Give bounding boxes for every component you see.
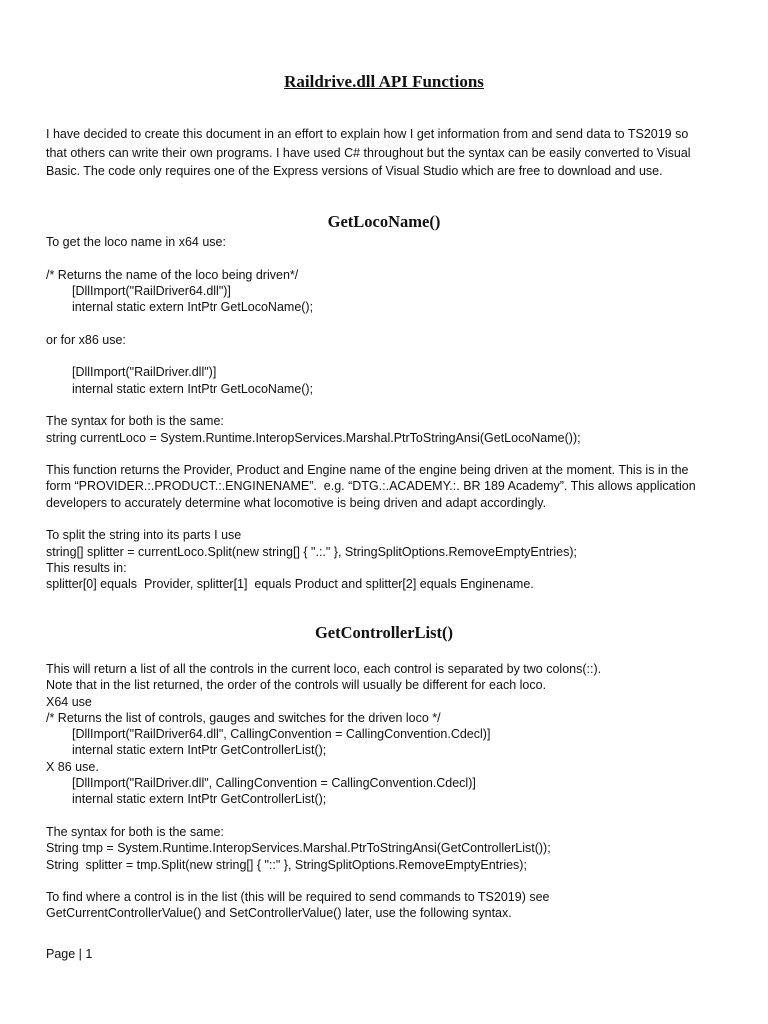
section-heading-getloconame: GetLocoName() [327,212,441,231]
blank-line [46,348,726,364]
text-line: The syntax for both is the same: [46,414,224,429]
text-line: To split the string into its parts I use [46,528,242,543]
text-line: To get the loco name in x64 use: [46,235,226,249]
text-line: string[] splitter = currentLoco.Split(new string[] { ".:." }, StringSplitOptions.RemoveEmptyEntries); [46,544,577,559]
text-line: X64 use [46,694,92,709]
text-line: internal static extern IntPtr GetControllerList(); [72,792,327,807]
text-line: This will return a list of all the controls in the current loco, each control is separated by two colons(::). [46,662,602,676]
text-line: This results in: [46,560,127,575]
intro-line: Basic. The code only requires one of the Express versions of Visual Studio which are free to download and use. [46,164,663,178]
text-line: internal static extern IntPtr GetControllerList(); [72,743,327,758]
blank-line [46,511,726,527]
text-line: String tmp = System.Runtime.InteropServices.Marshal.PtrToStringAnsi(GetControllerList()); [46,841,551,856]
text-line: string currentLoco = System.Runtime.InteropServices.Marshal.PtrToStringAnsi(GetLocoName()); [46,430,581,445]
text-line: /* Returns the name of the loco being driven*/ [46,267,299,282]
text-line: or for x86 use: [46,332,126,347]
intro-paragraph [46,125,726,181]
text-line: Note that in the list returned, the order of the controls will usually be different for each loco. [46,678,547,693]
text-line: GetCurrentControllerValue() and SetControllerValue() later, use the following syntax. [46,906,512,921]
document-title: Raildrive.dll API Functions [284,72,484,91]
text-line: developers to accurately determine what locomotive is being driven and adapt accordingly. [46,495,547,510]
page-number-footer: Page | 1 [46,947,93,961]
blank-line [46,873,726,889]
blank-line [46,315,726,331]
blank-line [46,446,726,462]
text-line: [DllImport("RailDriver.dll")] [72,365,217,380]
text-line: form “PROVIDER.:.PRODUCT.:.ENGINENAME”. e.g. “DTG.:.ACADEMY.:. BR 189 Academy”. This allows application [46,479,696,494]
text-line: X 86 use. [46,759,99,774]
text-line: The syntax for both is the same: [46,824,224,839]
section-body-getloconame [46,234,726,593]
text-line: [DllImport("RailDriver64.dll")] [72,283,231,298]
text-line: [DllImport("RailDriver64.dll", CallingConvention = CallingConvention.Cdecl)] [72,727,491,742]
text-line: This function returns the Provider, Product and Engine name of the engine being driven at the moment. This is in the [46,463,689,478]
text-line: splitter[0] equals Provider, splitter[1] equals Product and splitter[2] equals Enginename. [46,577,534,592]
text-line: To find where a control is in the list (this will be required to send commands to TS2019) see [46,890,550,905]
text-line: internal static extern IntPtr GetLocoName(); [72,381,314,396]
section-body-getcontrollerlist [46,661,726,922]
blank-line [46,250,726,266]
intro-line: I have decided to create this document in an effort to explain how I get information from and send data to TS2019 so [46,127,689,141]
blank-line [46,397,726,413]
text-line: internal static extern IntPtr GetLocoName(); [72,300,314,315]
blank-line [46,808,726,824]
text-line: String splitter = tmp.Split(new string[] { "::" }, StringSplitOptions.RemoveEmptyEntries); [46,857,527,872]
section-heading-getcontrollerlist: GetControllerList() [314,623,454,642]
text-line: /* Returns the list of controls, gauges and switches for the driven loco */ [46,710,441,725]
text-line: [DllImport("RailDriver.dll", CallingConvention = CallingConvention.Cdecl)] [72,776,476,791]
intro-line: that others can write their own programs. I have used C# throughout but the syntax can be easily converted to Visual [46,145,691,160]
